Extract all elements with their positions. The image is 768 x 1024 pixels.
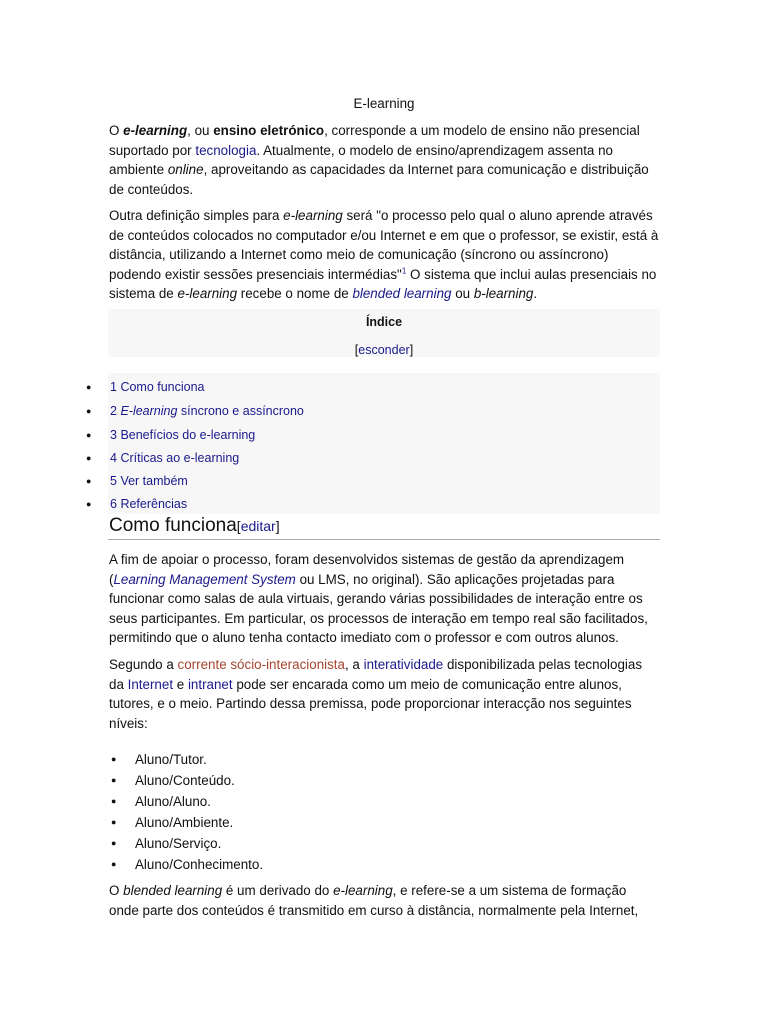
text-run: , a xyxy=(344,657,364,672)
text-run: A fim de apoiar o processo, foram desenvolvidos sistemas de gestão da aprendizagem ( xyxy=(109,552,625,587)
text-run: ou xyxy=(451,286,474,301)
text-run: disponibilizada pelas tecnologias da xyxy=(109,657,643,692)
bracket: [ xyxy=(354,343,359,357)
link-blended-learning[interactable]: blended learning xyxy=(352,286,452,301)
link-tecnologia[interactable]: tecnologia xyxy=(195,142,257,158)
edit-section-link[interactable]: editar xyxy=(240,518,276,534)
toc-item-label: Benefícios do e-learning xyxy=(120,428,256,442)
term-elearning: e-learning xyxy=(283,208,343,223)
text-run: , corresponde a um modelo de ensino não presencial suportado por xyxy=(109,123,640,158)
toc-item-label: Críticas ao e-learning xyxy=(120,451,240,465)
text-run: O sistema que inclui aulas presenciais no sistema de xyxy=(109,266,657,301)
bracket: [ xyxy=(236,518,241,534)
text-run: , ou xyxy=(187,123,214,138)
bullet-icon: ● xyxy=(111,775,117,785)
list-item-text: Aluno/Conhecimento. xyxy=(135,857,264,872)
text-run: . Atualmente, o modelo de ensino/aprendizagem assenta no ambiente xyxy=(109,142,613,177)
text-run: ou LMS, no original). São aplicações projetadas para funcionar como salas de aula virtuais, gerando várias possibilidades de interação entre os seus participantes. Em particular, os processos de interação em tempo real são facilitados, permitindo que o aluno tenha contacto imediato com o professor e com outros alunos. xyxy=(109,571,648,645)
list-item-text: Aluno/Tutor. xyxy=(135,752,207,767)
heading-divider xyxy=(108,539,660,540)
toc-item-number: 4 xyxy=(110,451,117,465)
toc-hide-link[interactable]: esconder xyxy=(358,343,410,357)
text-run: . xyxy=(533,286,538,301)
text-run: Segundo a xyxy=(109,657,178,672)
term-elearning: e-learning xyxy=(123,123,188,138)
text-run: recebe o nome de xyxy=(237,286,353,301)
text-run: Outra definição simples para xyxy=(109,208,284,223)
term-b-learning: b-learning xyxy=(473,286,534,301)
section-heading-text: Como funciona xyxy=(109,515,237,536)
bullet-icon: ● xyxy=(86,476,92,486)
text-run: pode ser encarada como um meio de comunicação entre alunos, tutores, e o meio. Partindo dessa premissa, pode proporcionar interacção nos seguintes níveis: xyxy=(109,676,632,731)
link-interatividade[interactable]: interatividade xyxy=(363,657,444,672)
text-run: O xyxy=(109,883,124,898)
bullet-icon: ● xyxy=(111,796,117,806)
toc-item-number: 5 xyxy=(110,474,117,488)
socio-paragraph xyxy=(109,655,659,733)
bullet-icon: ● xyxy=(111,754,117,764)
section-heading xyxy=(109,513,280,539)
term-ensino-eletronico: ensino eletrónico xyxy=(213,123,325,138)
text-run: será "o processo pelo qual o aluno aprende através de conteúdos colocados no computador e/ou Internet e em que o professor, se existir, está à distância, utilizando a Internet como meio de comunicação (síncrono ou assíncrono) podendo existir sessões presenciais intermédias" xyxy=(109,208,659,282)
bullet-icon: ● xyxy=(86,430,92,440)
intro-paragraph xyxy=(109,121,659,199)
term-elearning: e-learning xyxy=(177,286,238,301)
toc-item-number: 2 xyxy=(110,404,117,418)
toc-item-label: síncrono e assíncrono xyxy=(177,404,304,418)
toc-item-label: Como funciona xyxy=(120,380,205,394)
text-run: é um derivado do xyxy=(222,883,334,898)
reference-link[interactable]: 1 xyxy=(401,266,407,276)
bullet-icon: ● xyxy=(86,406,92,416)
bullet-icon: ● xyxy=(86,382,92,392)
toc-item-number: 3 xyxy=(110,428,117,442)
list-item-text: Aluno/Conteúdo. xyxy=(135,773,235,788)
link-lms[interactable]: Learning Management System xyxy=(113,571,296,587)
toc-item-number: 6 xyxy=(110,497,117,511)
text-run: e xyxy=(173,676,188,692)
bracket: ] xyxy=(409,343,414,357)
toc-hide-control xyxy=(108,341,660,361)
bullet-icon: ● xyxy=(111,838,117,848)
toc-item-label-italic: E-learning xyxy=(120,404,178,418)
definition-paragraph xyxy=(109,206,659,304)
lms-paragraph xyxy=(109,550,659,648)
link-corrente-socio-interacionista[interactable]: corrente sócio-interacionista xyxy=(177,657,345,672)
term-online: online xyxy=(167,162,204,177)
bullet-icon: ● xyxy=(111,859,117,869)
list-item-text: Aluno/Ambiente. xyxy=(135,815,234,830)
toc-item-label: Ver também xyxy=(120,474,188,488)
text-run: , aproveitando as capacidades da Internet para comunicação e distribuição de conteúdos. xyxy=(109,162,649,197)
term-elearning: e-learning xyxy=(333,883,393,898)
bullet-icon: ● xyxy=(86,499,92,509)
page-title: E-learning xyxy=(353,96,415,111)
list-item-text: Aluno/Aluno. xyxy=(135,794,211,809)
bracket: ] xyxy=(275,518,280,534)
list-item-text: Aluno/Serviço. xyxy=(135,836,222,851)
bullet-icon: ● xyxy=(111,817,117,827)
text-run: O xyxy=(109,123,124,138)
toc-title: Índice xyxy=(365,315,403,329)
bullet-icon: ● xyxy=(86,453,92,463)
term-blended-learning: blended learning xyxy=(123,883,223,898)
link-internet[interactable]: Internet xyxy=(127,676,174,692)
text-run: , e refere-se a um sistema de formação onde parte dos conteúdos é transmitido em curso à distância, normalmente pela Internet, xyxy=(109,883,639,918)
toc-item-number: 1 xyxy=(110,380,117,394)
toc-item-label: Referências xyxy=(120,497,188,511)
blended-paragraph xyxy=(109,881,659,920)
link-intranet[interactable]: intranet xyxy=(187,676,233,692)
